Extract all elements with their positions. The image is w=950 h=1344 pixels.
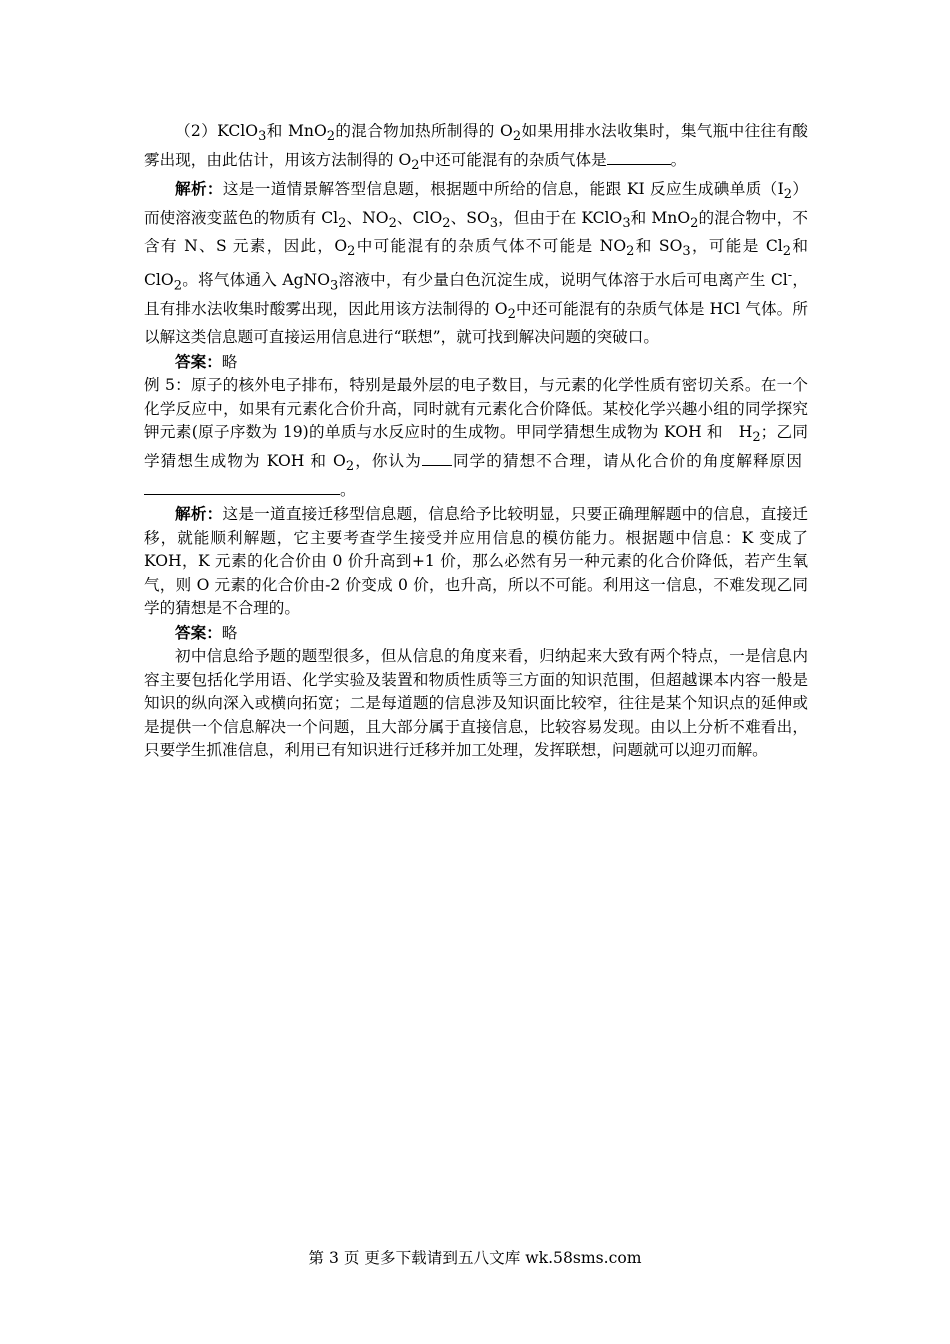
text-run: ；乙同学猜想生成物为 KOH 和 O bbox=[144, 423, 808, 471]
text-run: 溶液中，有少量白色沉淀生成，说明气体溶于水后可电离产生 Cl bbox=[338, 271, 788, 290]
answer-line-2 bbox=[144, 621, 808, 646]
question-2-paragraph bbox=[144, 120, 808, 177]
subscript: 2 bbox=[783, 187, 793, 203]
text-run: 的混合物中，不含有 N、S 元素，因此，O bbox=[144, 208, 808, 256]
answer-blank bbox=[607, 150, 671, 165]
subscript: 2 bbox=[626, 244, 635, 260]
subscript: 2 bbox=[690, 215, 699, 231]
text-run: 如果用排水法收集时，集气瓶中往往有酸雾出现，由此估计，用该方法制得的 O bbox=[144, 122, 808, 169]
subscript: 2 bbox=[782, 244, 792, 260]
subscript: 2 bbox=[347, 244, 356, 260]
text-run: 这是一道情景解答型信息题，根据题中所给的信息，能跟 KI 反应生成碘单质（I bbox=[222, 180, 784, 199]
text-run: 和 SO bbox=[634, 237, 683, 256]
answer-blank bbox=[144, 480, 340, 495]
text-run: 例 5：原子的核外电子排布，特别是最外层的电子数目，与元素的化学性质有密切关系。在一个化学反应中，如果有元素化合价升高，同时就有元素化合价降低。某校化学兴趣小组的同学探究钾元素(原子序数为 19)的单质与水反应时的生成物。甲同学猜想生成物为 KOH 和 H bbox=[144, 376, 808, 442]
text-run: 和 MnO bbox=[266, 122, 327, 140]
subscript: 2 bbox=[411, 157, 420, 173]
subscript: 2 bbox=[345, 459, 355, 475]
subscript: 3 bbox=[258, 129, 267, 145]
text-run: 中还可能混有的杂质气体是 bbox=[419, 150, 607, 169]
analysis-label: 解析： bbox=[175, 179, 223, 199]
page-footer: 第 3 页 更多下载请到五八文库 wk.58sms.com bbox=[308, 1249, 642, 1267]
subscript: 2 bbox=[388, 215, 397, 231]
answer-line-1 bbox=[144, 350, 808, 375]
subscript: 3 bbox=[330, 278, 339, 294]
analysis-label: 解析： bbox=[175, 504, 223, 524]
subscript: 2 bbox=[512, 129, 522, 145]
text-run: 这是一道直接迁移型信息题，信息给予比较明显，只要正确理解题中的信息，直接迁移，就能顺利解题，它主要考查学生接受并应用信息的模仿能力。根据题中信息：K 变成了 KOH，K 元素的化合价由 0 价升高到+1 价，那么必然有另一种元素的化合价降低，若产生氧气，则 O 元素的化合价由-2 价变成 0 价，也升高，所以不可能。利用这一信息，不难发现乙同学的猜想是不合理的。 bbox=[144, 505, 808, 618]
text-run: （2）KClO bbox=[175, 122, 259, 140]
answer-label: 答案： bbox=[175, 351, 222, 371]
answer-text: 略 bbox=[221, 623, 238, 642]
text-run: 。 bbox=[340, 480, 356, 499]
text-run: 、ClO bbox=[396, 208, 443, 227]
text-run: ，可能是 Cl bbox=[690, 237, 783, 256]
text-run: ，但由于在 KClO bbox=[498, 208, 623, 227]
text-run: 和 MnO bbox=[630, 208, 691, 227]
subscript: 2 bbox=[752, 430, 761, 446]
superscript: - bbox=[787, 268, 793, 284]
text-run: ，你认为 bbox=[354, 452, 422, 471]
subscript: 3 bbox=[682, 244, 691, 260]
answer-blank bbox=[422, 451, 452, 466]
text-run: 中可能混有的杂质气体不可能是 NO bbox=[355, 237, 627, 256]
text-run: 中还可能混有的杂质气体是 HCl 气体。所以解这类信息题可直接运用信息进行“联想”，就可找到解决问题的突破口。 bbox=[144, 299, 808, 347]
subscript: 2 bbox=[326, 129, 336, 145]
subscript: 3 bbox=[622, 215, 631, 231]
answer-label: 答案： bbox=[175, 622, 222, 642]
text-run: ，且有排水法收集时酸雾出现，因此用该方法制得的 O bbox=[144, 271, 808, 318]
analysis-paragraph-2 bbox=[144, 502, 808, 621]
subscript: 2 bbox=[173, 278, 182, 294]
text-run: 同学的猜想不合理，请从化合价的角度解释原因 bbox=[451, 452, 803, 471]
text-run: 、SO bbox=[450, 208, 490, 227]
text-run: 。 bbox=[670, 150, 687, 169]
document-body bbox=[144, 120, 808, 763]
subscript: 3 bbox=[489, 215, 499, 231]
text-run: 初中信息给予题的题型很多，但从信息的角度来看，归纳起来大致有两个特点，一是信息内容主要包括化学用语、化学实验及装置和物质性质等三方面的知识范围，但超越课本内容一般是知识的纵向深入或横向拓宽；二是每道题的信息涉及知识面比较窄，往往是某个知识点的延伸或是提供一个信息解决一个问题，且大部分属于直接信息，比较容易发现。由以上分析不难看出，只要学生抓准信息，利用已有知识进行迁移并加工处理，发挥联想，问题就可以迎刃而解。 bbox=[144, 647, 808, 760]
answer-text: 略 bbox=[221, 352, 238, 371]
text-run: 、NO bbox=[346, 208, 389, 227]
text-run: ）而使溶液变蓝色的物质有 Cl bbox=[144, 180, 808, 227]
subscript: 2 bbox=[507, 306, 516, 322]
summary-paragraph bbox=[144, 645, 808, 763]
analysis-paragraph-1 bbox=[144, 177, 808, 350]
subscript: 2 bbox=[442, 215, 451, 231]
text-run: 和 ClO bbox=[144, 237, 808, 290]
example-5-paragraph bbox=[144, 374, 808, 502]
text-run: 的混合物加热所制得的 O bbox=[335, 122, 513, 140]
text-run: 。将气体通入 AgNO bbox=[181, 271, 330, 290]
subscript: 2 bbox=[338, 215, 347, 231]
